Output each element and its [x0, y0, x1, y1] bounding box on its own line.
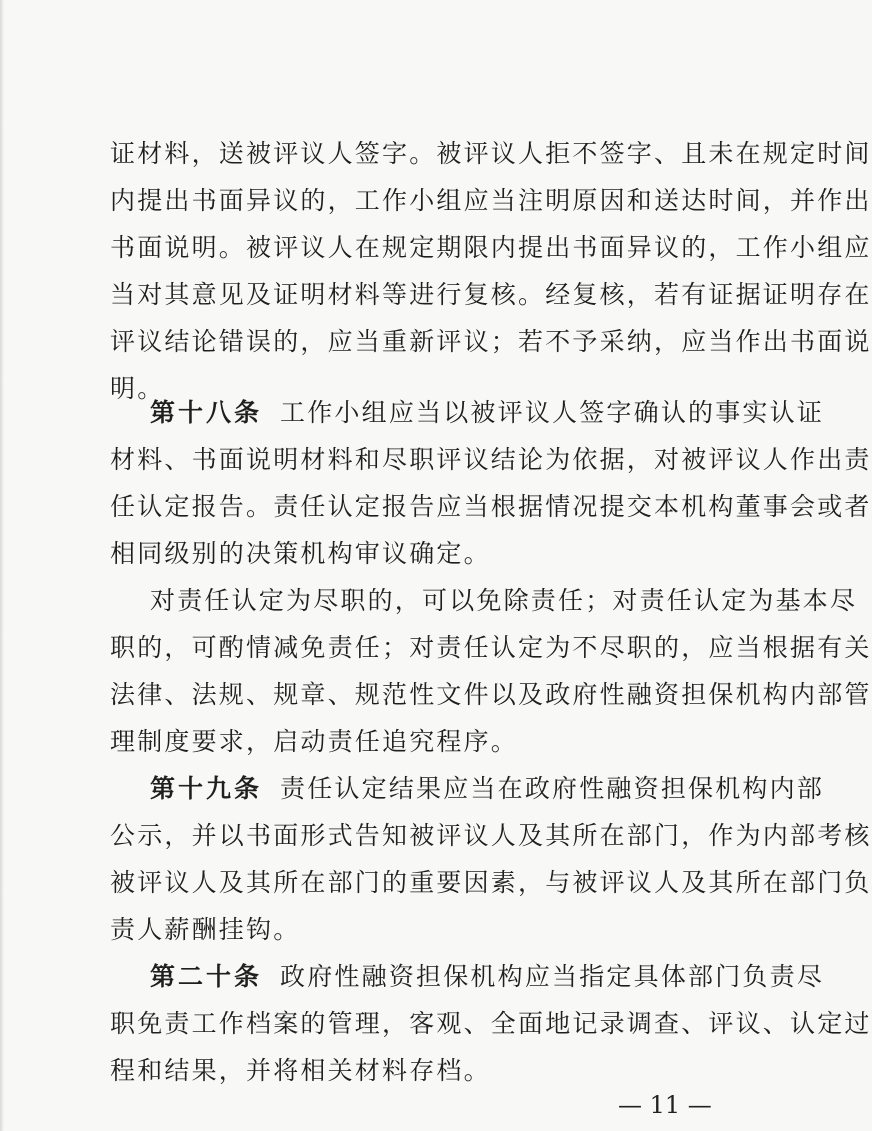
- text-line: 相同级别的决策机构审议确定。: [110, 539, 491, 568]
- text-line: 书面说明。被评议人在规定期限内提出书面异议的，工作小组应: [110, 233, 872, 262]
- text-line: 评议结论错误的，应当重新评议；若不予采纳，应当作出书面说: [110, 327, 872, 356]
- article-heading: 第十九条: [150, 774, 263, 803]
- text-line: 内提出书面异议的，工作小组应当注明原因和送达时间，并作出: [110, 186, 872, 215]
- text-line: 职免责工作档案的管理，客观、全面地记录调查、评议、认定过: [110, 1009, 872, 1038]
- text-line: 公示，并以书面形式告知被评议人及其所在部门，作为内部考核: [110, 821, 872, 850]
- text-line: 对责任认定为尽职的，可以免除责任；对责任认定为基本尽: [150, 586, 858, 615]
- text-line: 法律、法规、规章、规范性文件以及政府性融资担保机构内部管: [110, 680, 872, 709]
- text-line: 理制度要求，启动责任追究程序。: [110, 727, 519, 756]
- text-line: 责人薪酬挂钩。: [110, 915, 301, 944]
- text-line: 政府性融资担保机构应当指定具体部门负责尽: [280, 962, 825, 991]
- text-line: 程和结果，并将相关材料存档。: [110, 1056, 491, 1085]
- text-line: 证材料，送被评议人签字。被评议人拒不签字、且未在规定时间: [110, 139, 872, 168]
- text-line: 当对其意见及证明材料等进行复核。经复核，若有证据证明存在: [110, 280, 872, 309]
- text-line: 被评议人及其所在部门的重要因素，与被评议人及其所在部门负: [110, 868, 872, 897]
- article-heading: 第二十条: [150, 962, 263, 991]
- article-19-first-line: [150, 774, 825, 804]
- text-line: 职的，可酌情减免责任；对责任认定为不尽职的，应当根据有关: [110, 633, 872, 662]
- text-line: 材料、书面说明材料和尽职评议结论为依据，对被评议人作出责: [110, 445, 872, 474]
- article-20-first-line: [150, 962, 825, 992]
- text-line: 责任认定结果应当在政府性融资担保机构内部: [280, 774, 825, 803]
- page-fold-shadow: [0, 0, 4, 1131]
- text-line: 明。: [110, 374, 165, 403]
- text-line: 任认定报告。责任认定报告应当根据情况提交本机构董事会或者: [110, 492, 872, 521]
- article-18-first-line: [150, 398, 825, 428]
- article-heading: 第十八条: [150, 398, 263, 427]
- page-number: — 11 —: [618, 1091, 712, 1119]
- text-line: 工作小组应当以被评议人签字确认的事实认证: [280, 398, 825, 427]
